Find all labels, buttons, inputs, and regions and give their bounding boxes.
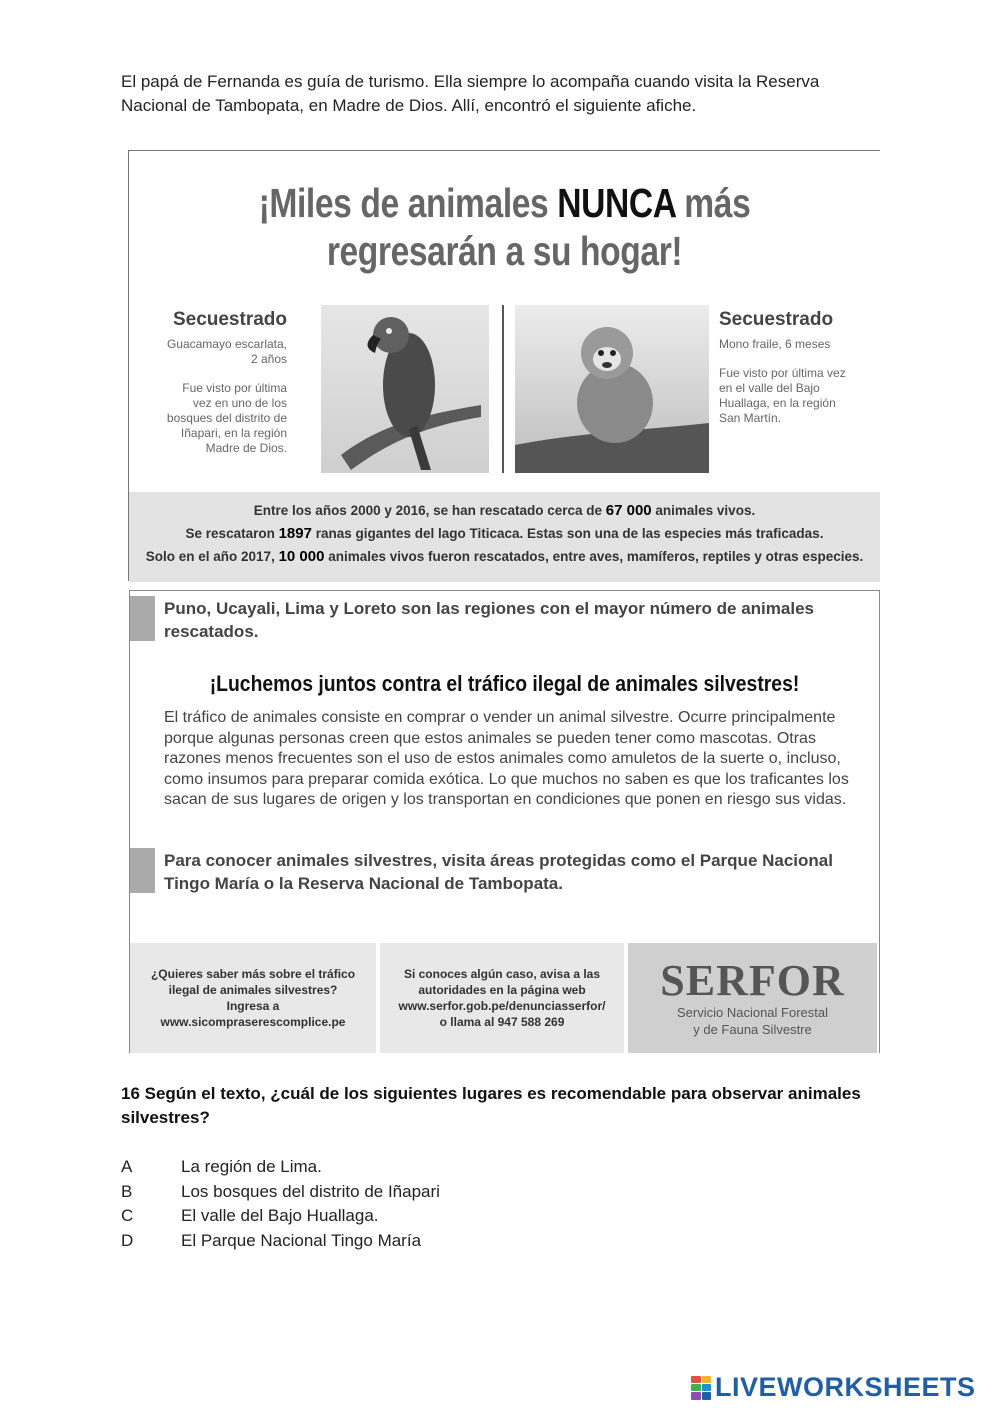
stats-line-1-b: animales vivos.	[651, 503, 756, 518]
wanted-left-description: Fue visto por última vez en uno de los bosques del distrito de Iñapari, en la región Madre de Dios.	[166, 381, 287, 455]
serfor-logo: SERFOR	[660, 956, 845, 1005]
serfor-subtitle: Servicio Nacional Forestal y de Fauna Silvestre	[676, 1005, 828, 1037]
option-text: Los bosques del distrito de Iñapari	[181, 1182, 440, 1201]
photo-divider	[502, 305, 504, 473]
stats-line-3-a: Solo en el año 2017,	[145, 549, 279, 564]
stats-line-1-a: Entre los años 2000 y 2016, se han rescatado cerca de	[253, 503, 606, 518]
stats-line-1	[129, 499, 880, 522]
option-c[interactable]	[121, 1206, 379, 1226]
icon-square	[702, 1376, 712, 1383]
option-d[interactable]	[121, 1231, 421, 1251]
icon-square	[702, 1392, 712, 1399]
parrot-photo	[321, 305, 489, 473]
parrot-illustration	[321, 305, 489, 473]
regions-text: Puno, Ucayali, Lima y Loreto son las regiones con el mayor número de animales rescatados.	[164, 599, 814, 641]
option-text: La región de Lima.	[181, 1157, 322, 1176]
poster-bottom	[129, 590, 880, 1053]
stats-line-2-number: 1897	[278, 525, 312, 542]
headline-part1: ¡Miles de animales	[258, 180, 558, 226]
headline-line2: regresarán a su hogar!	[326, 228, 683, 274]
option-text: El Parque Nacional Tingo María	[181, 1231, 422, 1250]
liveworksheets-brand[interactable]	[691, 1372, 976, 1403]
brand-text: LIVEWORKSHEETS	[715, 1372, 976, 1402]
icon-square	[691, 1384, 701, 1391]
stats-box	[129, 492, 880, 582]
wanted-left	[159, 309, 287, 456]
wanted-right-subtitle: Mono fraile, 6 meses	[719, 337, 831, 351]
stats-line-2-b: ranas gigantes del lago Titicaca. Estas son una de las especies más traficadas.	[311, 526, 824, 541]
serfor-logo-box	[628, 943, 877, 1053]
visit-text: Para conocer animales silvestres, visita áreas protegidas como el Parque Nacional Tingo María o la Reserva Nacional de Tambopata.	[164, 851, 833, 893]
stats-line-3	[129, 545, 880, 568]
regions-bar	[130, 596, 155, 641]
intro-paragraph: El papá de Fernanda es guía de turismo. Ella siempre lo acompaña cuando visita la Reserva Nacional de Tambopata, en Madre de Dios. Allí, encontró el siguiente afiche.	[121, 72, 820, 115]
icon-square	[691, 1376, 701, 1383]
monkey-illustration	[515, 305, 709, 473]
option-letter: B	[121, 1182, 133, 1201]
stats-line-2	[129, 522, 880, 545]
option-letter: A	[121, 1157, 133, 1176]
footer-info: ¿Quieres saber más sobre el tráfico ilegal de animales silvestres? Ingresa a www.sicompraserescomplice.pe	[130, 943, 376, 1053]
stats-line-1-number: 67 000	[605, 502, 652, 519]
poster-headline	[197, 179, 813, 275]
question-16: 16 Según el texto, ¿cuál de los siguientes lugares es recomendable para observar animales silvestres?	[121, 1084, 861, 1127]
option-a[interactable]	[121, 1157, 322, 1177]
wanted-left-title: Secuestrado	[172, 309, 287, 330]
headline-part2: más	[675, 180, 751, 226]
icon-square	[702, 1384, 712, 1391]
wanted-right-title: Secuestrado	[719, 309, 834, 330]
poster-top	[128, 150, 880, 581]
option-b[interactable]	[121, 1182, 440, 1202]
visit-bar	[130, 848, 155, 893]
stats-line-3-number: 10 000	[278, 548, 325, 565]
icon-square	[691, 1392, 701, 1399]
wanted-right	[719, 309, 859, 426]
headline-emphasis: NUNCA	[557, 180, 676, 226]
liveworksheets-icon	[691, 1376, 711, 1400]
campaign-title: ¡Luchemos juntos contra el tráfico ilegal de animales silvestres!	[209, 671, 800, 696]
option-letter: D	[121, 1231, 134, 1250]
wanted-left-subtitle: Guacamayo escarlata, 2 años	[166, 337, 287, 366]
footer-report: Si conoces algún caso, avisa a las autoridades en la página web www.serfor.gob.pe/denunciasserfor/ o llama al 947 588 269	[380, 943, 624, 1053]
option-text: El valle del Bajo Huallaga.	[181, 1206, 379, 1225]
monkey-photo	[515, 305, 709, 473]
poster-footer	[130, 943, 879, 1053]
stats-line-3-b: animales vivos fueron rescatados, entre aves, mamíferos, reptiles y otras especies.	[324, 549, 864, 564]
stats-line-2-a: Se rescataron	[185, 526, 279, 541]
body-paragraph: El tráfico de animales consiste en comprar o vender un animal silvestre. Ocurre principalmente porque algunas personas creen que estos animales se pueden tener como mascotas. Otras razones menos frecuentes son el uso de estos animales como amuletos de la suerte o, incluso, como insumos para preparar comida exótica. Lo que muchos no saben es que los traficantes los sacan de sus lugares de origen y los transportan en condiciones que ponen en riesgo sus vidas.	[164, 709, 849, 808]
wanted-right-description: Fue visto por última vez en el valle del Bajo Huallaga, en la región San Martín.	[719, 366, 846, 425]
option-letter: C	[121, 1206, 134, 1225]
